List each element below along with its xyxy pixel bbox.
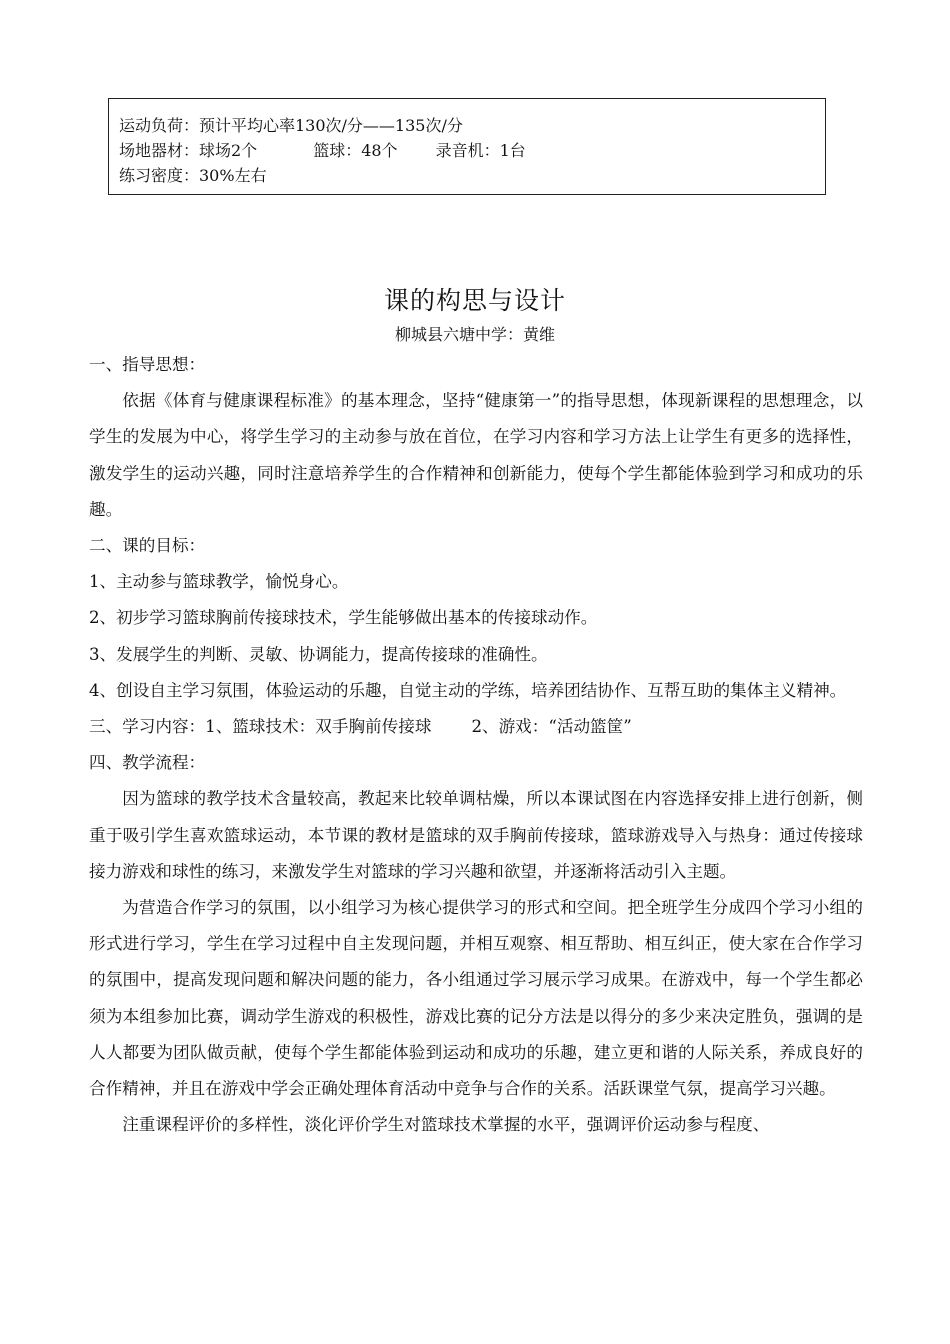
- equipment-line: [119, 138, 815, 163]
- section-heading: 四、教学流程：: [89, 753, 206, 773]
- info-box: [108, 98, 826, 195]
- practice-density-line: 练习密度：30%左右: [119, 166, 267, 185]
- paragraph: 为营造合作学习的氛围，以小组学习为核心提供学习的形式和空间。把全班学生分成四个学习小组的形式进行学习，学生在学习过程中自主发现问题，并相互观察、相互帮助、相互纠正，使大家在合作学习的氛围中，提高发现问题和解决问题的能力，各小组通过学习展示学习成果。在游戏中，每一个学生都必须为本组参加比赛，调动学生游戏的积极性，游戏比赛的记分方法是以得分的多少来决定胜负，强调的是人人都要为团队做贡献，使每个学生都能体验到运动和成功的乐趣，建立更和谐的人际关系，养成良好的合作精神，并且在游戏中学会正确处理体育活动中竞争与合作的关系。活跃课堂气氛，提高学习兴趣。: [89, 898, 863, 1099]
- paragraph: 注重课程评价的多样性，淡化评价学生对篮球技术掌握的水平，强调评价运动参与程度、: [122, 1115, 770, 1135]
- page-title: 课的构思与设计: [383, 286, 566, 315]
- section-heading: 二、课的目标：: [89, 536, 206, 556]
- learning-content-heading: 三、学习内容：1、篮球技术：双手胸前传接球: [89, 717, 432, 737]
- paragraph: 依据《体育与健康课程标准》的基本理念，坚持“健康第一”的指导思想，体现新课程的思想理念，以学生的发展为中心，将学生学习的主动参与放在首位，在学习内容和学习方法上让学生有更多的选择性，激发学生的运动兴趣，同时注意培养学生的合作精神和创新能力，使每个学生都能体验到学习和成功的乐趣。: [89, 391, 863, 519]
- document-body: [89, 347, 863, 1143]
- list-item: 4、创设自主学习氛围，体验运动的乐趣，自觉主动的学练，培养团结协作、互帮互助的集体主义精神。: [89, 680, 847, 700]
- learning-content-item: 2、游戏：“活动篮筐”: [471, 717, 632, 737]
- field-equipment: 场地器材：球场2个: [119, 141, 258, 160]
- exercise-load-line: 运动负荷：预计平均心率130次/分——135次/分: [119, 116, 463, 135]
- section-heading: [89, 709, 863, 745]
- paragraph: 因为篮球的教学技术含量较高，教起来比较单调枯燥，所以本课试图在内容选择安排上进行创新，侧重于吸引学生喜欢篮球运动，本节课的教材是篮球的双手胸前传接球，篮球游戏导入与热身：通过传接球接力游戏和球性的练习，来激发学生对篮球的学习兴趣和欲望，并逐渐将活动引入主题。: [89, 789, 863, 881]
- basketball-count: 篮球：48个: [313, 141, 398, 160]
- recorder-count: 录音机：1台: [435, 141, 526, 160]
- list-item: 3、发展学生的判断、灵敏、协调能力，提高传接球的准确性。: [89, 644, 548, 664]
- author-line: 柳城县六塘中学：黄维: [394, 325, 555, 344]
- list-item: 2、初步学习篮球胸前传接球技术，学生能够做出基本的传接球动作。: [89, 608, 598, 628]
- list-item: 1、主动参与篮球教学，愉悦身心。: [89, 572, 349, 592]
- section-heading: 一、指导思想：: [89, 355, 206, 374]
